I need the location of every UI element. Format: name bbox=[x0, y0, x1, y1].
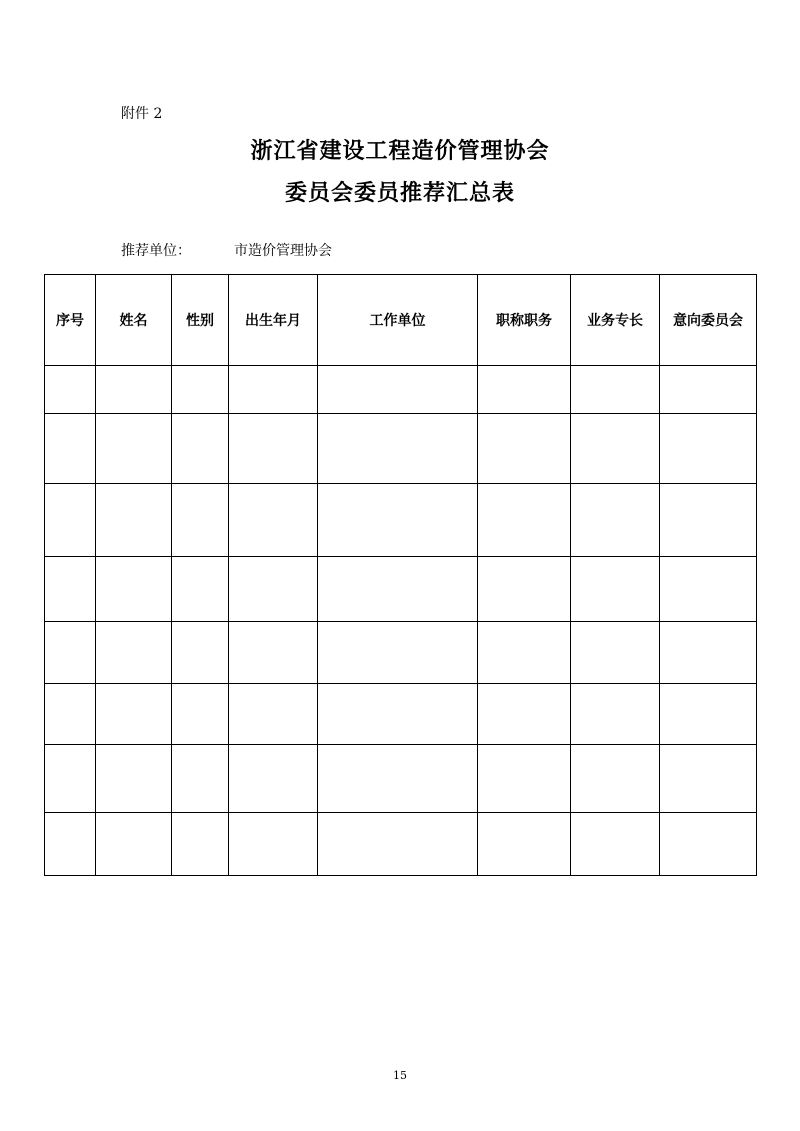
cell-birth-date bbox=[229, 557, 318, 622]
cell-work-unit bbox=[318, 813, 478, 876]
cell-title-position bbox=[478, 622, 571, 684]
cell-serial-number bbox=[45, 366, 96, 414]
cell-intended-committee bbox=[660, 414, 757, 484]
cell-gender bbox=[172, 622, 229, 684]
table-row bbox=[45, 813, 757, 876]
cell-expertise bbox=[571, 684, 660, 745]
page-number: 15 bbox=[393, 1069, 407, 1082]
cell-expertise bbox=[571, 622, 660, 684]
cell-intended-committee bbox=[660, 366, 757, 414]
header-serial-number: 序号 bbox=[45, 275, 96, 366]
cell-intended-committee bbox=[660, 557, 757, 622]
cell-title-position bbox=[478, 684, 571, 745]
cell-work-unit bbox=[318, 484, 478, 557]
table-row bbox=[45, 557, 757, 622]
cell-serial-number bbox=[45, 484, 96, 557]
cell-gender bbox=[172, 684, 229, 745]
cell-name bbox=[96, 745, 172, 813]
cell-work-unit bbox=[318, 414, 478, 484]
cell-intended-committee bbox=[660, 813, 757, 876]
header-title-position: 职称职务 bbox=[478, 275, 571, 366]
cell-name bbox=[96, 484, 172, 557]
cell-intended-committee bbox=[660, 684, 757, 745]
cell-serial-number bbox=[45, 813, 96, 876]
header-intended-committee: 意向委员会 bbox=[660, 275, 757, 366]
header-birth-date: 出生年月 bbox=[229, 275, 318, 366]
cell-expertise bbox=[571, 745, 660, 813]
cell-gender bbox=[172, 484, 229, 557]
cell-birth-date bbox=[229, 684, 318, 745]
cell-work-unit bbox=[318, 557, 478, 622]
cell-birth-date bbox=[229, 745, 318, 813]
cell-expertise bbox=[571, 484, 660, 557]
cell-gender bbox=[172, 366, 229, 414]
cell-expertise bbox=[571, 813, 660, 876]
header-work-unit: 工作单位 bbox=[318, 275, 478, 366]
document-title-line1: 浙江省建设工程造价管理协会 bbox=[250, 138, 550, 164]
cell-intended-committee bbox=[660, 484, 757, 557]
cell-serial-number bbox=[45, 684, 96, 745]
cell-gender bbox=[172, 557, 229, 622]
cell-gender bbox=[172, 745, 229, 813]
cell-gender bbox=[172, 813, 229, 876]
cell-title-position bbox=[478, 366, 571, 414]
cell-work-unit bbox=[318, 366, 478, 414]
cell-expertise bbox=[571, 557, 660, 622]
cell-intended-committee bbox=[660, 622, 757, 684]
cell-title-position bbox=[478, 414, 571, 484]
cell-work-unit bbox=[318, 745, 478, 813]
cell-birth-date bbox=[229, 622, 318, 684]
cell-expertise bbox=[571, 414, 660, 484]
cell-serial-number bbox=[45, 414, 96, 484]
cell-name bbox=[96, 622, 172, 684]
cell-birth-date bbox=[229, 484, 318, 557]
cell-expertise bbox=[571, 366, 660, 414]
document-title-line2: 委员会委员推荐汇总表 bbox=[284, 180, 515, 206]
cell-work-unit bbox=[318, 684, 478, 745]
cell-title-position bbox=[478, 484, 571, 557]
table-row bbox=[45, 745, 757, 813]
cell-title-position bbox=[478, 745, 571, 813]
recommend-unit-value: 市造价管理协会 bbox=[234, 243, 332, 259]
header-gender: 性别 bbox=[172, 275, 229, 366]
cell-gender bbox=[172, 414, 229, 484]
header-name: 姓名 bbox=[96, 275, 172, 366]
cell-name bbox=[96, 414, 172, 484]
cell-name bbox=[96, 684, 172, 745]
attachment-label: 附件 2 bbox=[121, 106, 163, 122]
recommendation-summary-table bbox=[44, 274, 757, 876]
cell-intended-committee bbox=[660, 745, 757, 813]
cell-serial-number bbox=[45, 557, 96, 622]
cell-serial-number bbox=[45, 745, 96, 813]
table-row bbox=[45, 484, 757, 557]
cell-title-position bbox=[478, 557, 571, 622]
cell-birth-date bbox=[229, 366, 318, 414]
table-row bbox=[45, 622, 757, 684]
table-header-row bbox=[45, 275, 757, 366]
cell-serial-number bbox=[45, 622, 96, 684]
table-row bbox=[45, 414, 757, 484]
header-expertise: 业务专长 bbox=[571, 275, 660, 366]
cell-title-position bbox=[478, 813, 571, 876]
cell-name bbox=[96, 557, 172, 622]
cell-birth-date bbox=[229, 813, 318, 876]
cell-name bbox=[96, 366, 172, 414]
recommend-unit-row bbox=[121, 240, 332, 260]
cell-name bbox=[96, 813, 172, 876]
table-row bbox=[45, 684, 757, 745]
cell-work-unit bbox=[318, 622, 478, 684]
recommend-unit-label: 推荐单位： bbox=[121, 243, 191, 259]
cell-birth-date bbox=[229, 414, 318, 484]
table-row bbox=[45, 366, 757, 414]
